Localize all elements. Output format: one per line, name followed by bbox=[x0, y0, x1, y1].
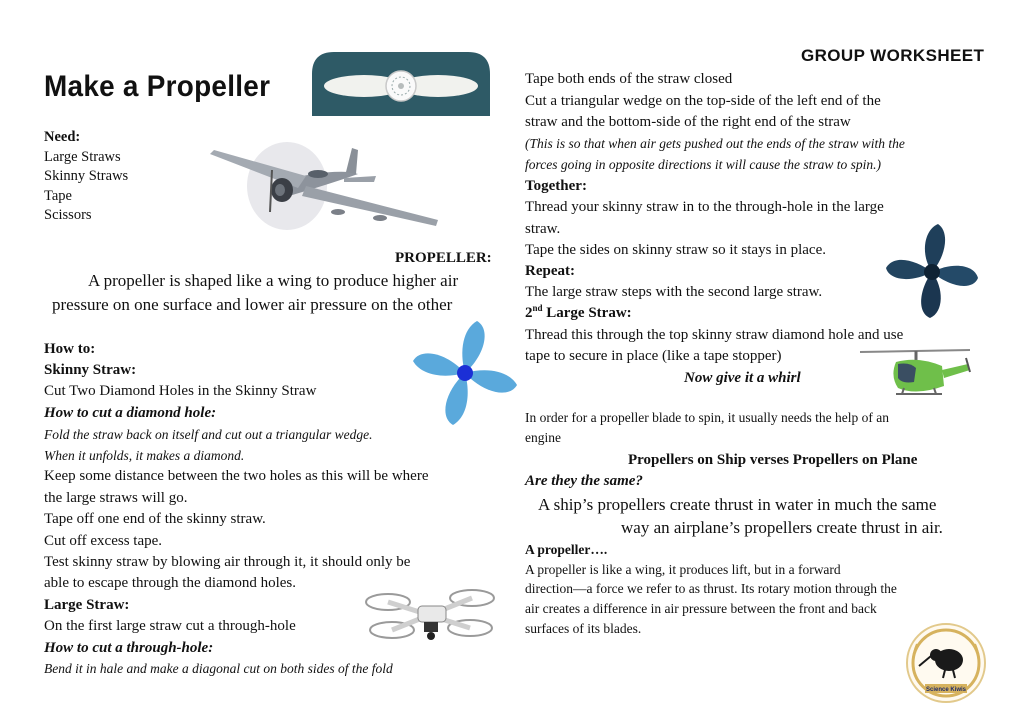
fan-icon bbox=[413, 321, 517, 425]
a-propeller-text: A propeller is like a wing, it produces lift, but in a forward bbox=[525, 562, 841, 577]
blue-propeller-image bbox=[412, 316, 518, 426]
propeller-icon bbox=[886, 224, 978, 318]
logo-text: Science Kiwis bbox=[925, 687, 967, 693]
dark-propeller-image bbox=[886, 222, 980, 320]
ship-text: A ship’s propellers create thrust in water in much the same bbox=[538, 495, 937, 514]
a-propeller-heading: A propeller…. bbox=[525, 542, 608, 557]
second-large-straw-heading: 2nd Large Straw: bbox=[525, 303, 632, 321]
science-kiwis-logo bbox=[905, 622, 987, 704]
engine-text: engine bbox=[525, 430, 561, 445]
instruction-note: Fold the straw back on itself and cut out a triangular wedge. bbox=[44, 427, 373, 442]
instruction-note: (This is so that when air gets pushed out the ends of the straw with the bbox=[525, 136, 905, 151]
diamond-heading: How to cut a diamond hole: bbox=[44, 405, 217, 421]
through-hole-heading: How to cut a through-hole: bbox=[44, 640, 214, 656]
instruction-line: Keep some distance between the two holes as this will be where bbox=[44, 468, 429, 484]
instruction-line: The large straw steps with the second large straw. bbox=[525, 284, 823, 300]
instruction-line: straw and the bottom-side of the right end of the straw bbox=[525, 114, 851, 130]
instruction-line: tape to secure in place (like a tape stopper) bbox=[525, 348, 782, 364]
instruction-line: Tape the sides on skinny straw so it stays in place. bbox=[525, 242, 826, 258]
propeller-text: A propeller is shaped like a wing to produce higher air bbox=[88, 271, 459, 290]
instruction-line: Cut a triangular wedge on the top-side of the left end of the bbox=[525, 93, 881, 109]
helicopter-image bbox=[856, 346, 974, 404]
same-heading: Are they the same? bbox=[525, 473, 643, 489]
a-propeller-text: air creates a difference in air pressure between the front and back bbox=[525, 601, 877, 616]
need-item: Skinny Straws bbox=[44, 168, 129, 184]
whirl-text: Now give it a whirl bbox=[684, 370, 801, 386]
instruction-line: Cut off excess tape. bbox=[44, 533, 163, 549]
large-straw-heading: Large Straw: bbox=[44, 597, 130, 613]
instruction-line: Cut Two Diamond Holes in the Skinny Straw bbox=[44, 383, 317, 399]
engine-text: In order for a propeller blade to spin, it usually needs the help of an bbox=[525, 410, 890, 425]
repeat-heading: Repeat: bbox=[525, 263, 575, 279]
instruction-note: When it unfolds, it makes a diamond. bbox=[44, 448, 245, 463]
instruction-line: Thread your skinny straw in to the through-hole in the large bbox=[525, 199, 884, 215]
instruction-note: Bend it in hale and make a diagonal cut on both sides of the fold bbox=[44, 661, 393, 676]
a-propeller-text: direction—a force we refer to as thrust. Its rotary motion through the bbox=[525, 581, 897, 596]
airplane-image bbox=[210, 140, 442, 234]
instruction-line: Test skinny straw by blowing air through it, it should only be bbox=[44, 554, 411, 570]
need-item: Tape bbox=[44, 188, 72, 204]
instruction-line: Tape off one end of the skinny straw. bbox=[44, 511, 266, 527]
instruction-line: able to escape through the diamond holes. bbox=[44, 575, 297, 591]
page-title: Make a Propeller bbox=[44, 70, 271, 103]
howto-heading: How to: bbox=[44, 341, 96, 357]
propeller-heading: PROPELLER: bbox=[395, 250, 492, 266]
ship-text: way an airplane’s propellers create thrust in air. bbox=[621, 518, 943, 537]
together-heading: Together: bbox=[525, 178, 587, 194]
instruction-note: forces going in opposite directions it will cause the straw to spin.) bbox=[525, 157, 881, 172]
propeller-banner-image bbox=[312, 52, 490, 116]
instruction-line: Thread this through the top skinny straw diamond hole and use bbox=[525, 327, 904, 343]
need-item: Large Straws bbox=[44, 149, 121, 165]
ship-vs-plane-heading: Propellers on Ship verses Propellers on Plane bbox=[628, 452, 918, 468]
instruction-line: On the first large straw cut a through-hole bbox=[44, 618, 296, 634]
propeller-text: pressure on one surface and lower air pressure on the other bbox=[52, 295, 453, 314]
drone-image bbox=[362, 572, 498, 650]
skinny-straw-heading: Skinny Straw: bbox=[44, 362, 137, 378]
instruction-line: Tape both ends of the straw closed bbox=[525, 71, 733, 87]
worksheet-label: GROUP WORKSHEET bbox=[801, 46, 985, 65]
need-item: Scissors bbox=[44, 207, 92, 223]
instruction-line: the large straws will go. bbox=[44, 490, 188, 506]
a-propeller-text: surfaces of its blades. bbox=[525, 621, 642, 636]
instruction-line: straw. bbox=[525, 221, 561, 237]
need-heading: Need: bbox=[44, 129, 81, 145]
